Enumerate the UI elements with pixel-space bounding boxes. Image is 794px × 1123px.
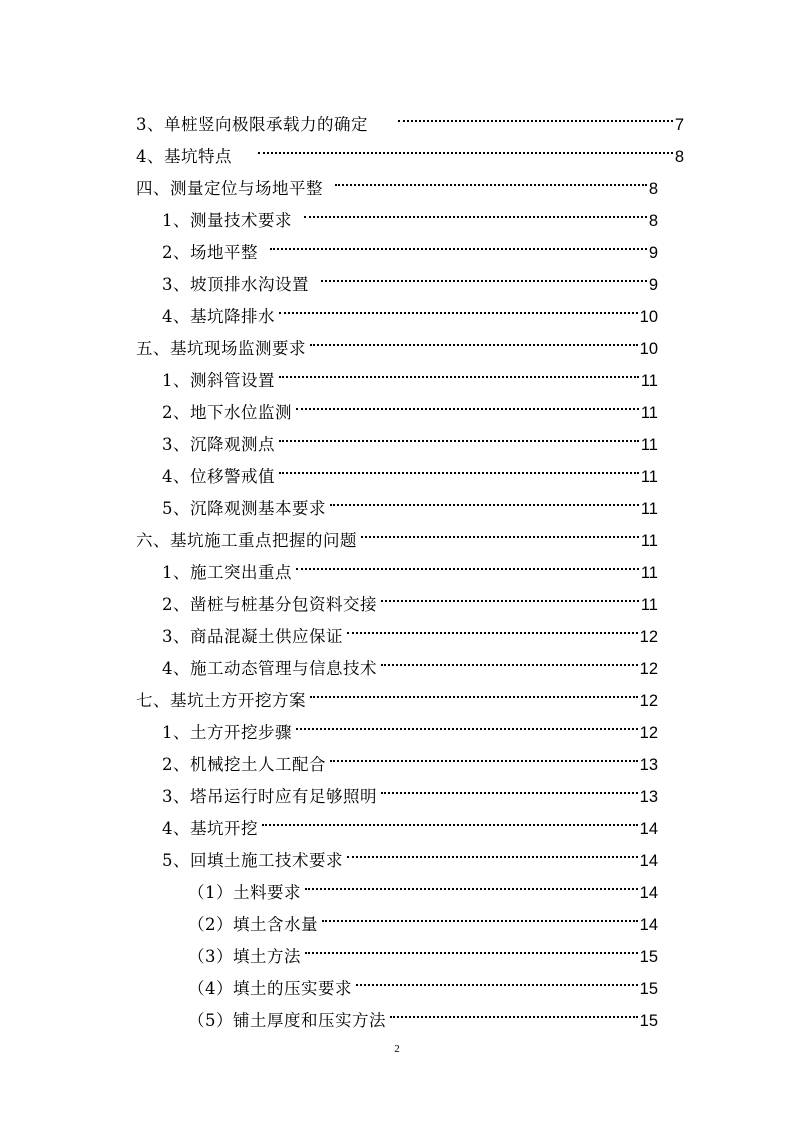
toc-entry-label: 3、坡顶排水沟设置 (162, 275, 309, 294)
toc-entry-page: 10 (639, 340, 658, 358)
toc-entry[interactable] (162, 594, 658, 616)
toc-entry[interactable] (162, 402, 658, 424)
toc-entry-label: 4、施工动态管理与信息技术 (162, 659, 377, 678)
toc-leader-dots (262, 824, 638, 826)
toc-entry[interactable] (188, 946, 658, 968)
toc-entry[interactable] (136, 114, 684, 136)
toc-entry[interactable] (188, 1010, 658, 1032)
toc-entry[interactable] (162, 754, 658, 776)
toc-entry-label: （2）填土含水量 (188, 915, 318, 934)
toc-entry-label: 2、地下水位监测 (162, 403, 292, 422)
toc-entry-page: 9 (648, 244, 658, 262)
toc-entry-label: 六、基坑施工重点把握的问题 (136, 531, 357, 550)
toc-entry-label: 3、塔吊运行时应有足够照明 (162, 787, 377, 806)
page-number: 2 (394, 1043, 400, 1055)
toc-entry-page: 8 (674, 148, 684, 166)
toc-entry[interactable] (136, 146, 684, 168)
toc-entry-page: 14 (639, 820, 658, 838)
toc-entry[interactable] (188, 978, 658, 1000)
toc-entry[interactable] (162, 242, 658, 264)
toc-entry-page: 7 (674, 116, 684, 134)
toc-leader-dots (310, 344, 638, 346)
toc-entry[interactable] (188, 914, 658, 936)
toc-leader-dots (279, 472, 639, 474)
toc-leader-dots (305, 888, 638, 890)
toc-entry-page: 12 (639, 660, 658, 678)
toc-entry-page: 8 (648, 212, 658, 230)
toc-entry-page: 11 (640, 564, 658, 582)
toc-entry-label: （3）填土方法 (188, 947, 301, 966)
toc-leader-dots (347, 856, 638, 858)
toc-leader-dots (335, 184, 647, 186)
toc-entry-label: 1、土方开挖步骤 (162, 723, 292, 742)
toc-leader-dots (398, 120, 673, 122)
toc-leader-dots (390, 1016, 638, 1018)
toc-entry[interactable] (162, 274, 658, 296)
toc-entry-label: （4）填土的压实要求 (188, 979, 352, 998)
toc-entry-label: 5、沉降观测基本要求 (162, 499, 326, 518)
toc-entry-page: 12 (639, 724, 658, 742)
toc-entry-page: 11 (640, 468, 658, 486)
toc-entry-page: 11 (640, 596, 658, 614)
toc-entry[interactable] (162, 306, 658, 328)
toc-entry[interactable] (162, 562, 658, 584)
toc-leader-dots (322, 920, 638, 922)
toc-entry-label: 3、单桩竖向极限承载力的确定 (136, 115, 368, 134)
toc-leader-dots (330, 760, 638, 762)
toc-entry-page: 11 (640, 372, 658, 390)
toc-entry[interactable] (136, 530, 658, 552)
toc-entry-page: 14 (639, 916, 658, 934)
toc-entry[interactable] (162, 626, 658, 648)
toc-leader-dots (305, 952, 638, 954)
toc-leader-dots (321, 280, 647, 282)
toc-entry[interactable] (162, 658, 658, 680)
toc-entry-label: 4、基坑降排水 (162, 307, 275, 326)
toc-entry-page: 11 (640, 532, 658, 550)
toc-entry-page: 11 (640, 404, 658, 422)
toc-entry-label: （5）铺土厚度和压实方法 (188, 1011, 386, 1030)
toc-entry-page: 9 (648, 276, 658, 294)
toc-leader-dots (279, 440, 639, 442)
toc-entry-label: 1、施工突出重点 (162, 563, 292, 582)
toc-leader-dots (279, 312, 638, 314)
toc-entry-label: 4、基坑特点 (136, 147, 232, 166)
toc-entry-label: （1）土料要求 (188, 883, 301, 902)
toc-entry[interactable] (162, 210, 658, 232)
toc-entry-label: 五、基坑现场监测要求 (136, 339, 306, 358)
toc-leader-dots (361, 536, 639, 538)
toc-entry-page: 13 (639, 788, 658, 806)
toc-leader-dots (304, 216, 647, 218)
toc-entry-page: 8 (648, 180, 658, 198)
toc-entry-page: 14 (639, 884, 658, 902)
toc-entry-label: 5、回填土施工技术要求 (162, 851, 343, 870)
toc-leader-dots (270, 248, 647, 250)
toc-entry-label: 1、测斜管设置 (162, 371, 275, 390)
toc-entry-label: 3、商品混凝土供应保证 (162, 627, 343, 646)
toc-entry-page: 13 (639, 756, 658, 774)
toc-entry[interactable] (162, 434, 658, 456)
toc-entry-label: 2、凿桩与桩基分包资料交接 (162, 595, 377, 614)
toc-leader-dots (347, 632, 638, 634)
toc-entry[interactable] (162, 722, 658, 744)
toc-leader-dots (381, 792, 638, 794)
toc-leader-dots (296, 728, 638, 730)
toc-entry-page: 12 (639, 628, 658, 646)
toc-entry-page: 11 (640, 500, 658, 518)
toc-entry-label: 2、场地平整 (162, 243, 258, 262)
toc-entry-page: 11 (640, 436, 658, 454)
toc-leader-dots (296, 408, 639, 410)
toc-entry-label: 四、测量定位与场地平整 (136, 179, 323, 198)
toc-leader-dots (310, 696, 638, 698)
toc-entry[interactable] (136, 690, 658, 712)
toc-entry-label: 2、机械挖土人工配合 (162, 755, 326, 774)
toc-entry[interactable] (162, 786, 658, 808)
toc-entry[interactable] (136, 338, 658, 360)
toc-entry[interactable] (162, 498, 658, 520)
toc-leader-dots (258, 152, 673, 154)
toc-leader-dots (279, 376, 639, 378)
toc-entry[interactable] (188, 882, 658, 904)
toc-entry-page: 10 (639, 308, 658, 326)
toc-leader-dots (330, 504, 639, 506)
toc-entry-label: 4、位移警戒值 (162, 467, 275, 486)
toc-entry[interactable] (136, 178, 658, 200)
toc-leader-dots (356, 984, 638, 986)
toc-leader-dots (381, 600, 639, 602)
toc-entry-label: 七、基坑土方开挖方案 (136, 691, 306, 710)
toc-entry-page: 12 (639, 692, 658, 710)
toc-entry[interactable] (162, 466, 658, 488)
toc-leader-dots (381, 664, 638, 666)
toc-entry-page: 15 (639, 1012, 658, 1030)
toc-entry-label: 4、基坑开挖 (162, 819, 258, 838)
toc-entry-page: 15 (639, 980, 658, 998)
toc-entry[interactable] (162, 818, 658, 840)
toc-entry-page: 14 (639, 852, 658, 870)
toc-entry-page: 15 (639, 948, 658, 966)
toc-entry[interactable] (162, 370, 658, 392)
toc-entry[interactable] (162, 850, 658, 872)
toc-entry-label: 1、测量技术要求 (162, 211, 292, 230)
toc-entry-label: 3、沉降观测点 (162, 435, 275, 454)
toc-leader-dots (296, 568, 639, 570)
